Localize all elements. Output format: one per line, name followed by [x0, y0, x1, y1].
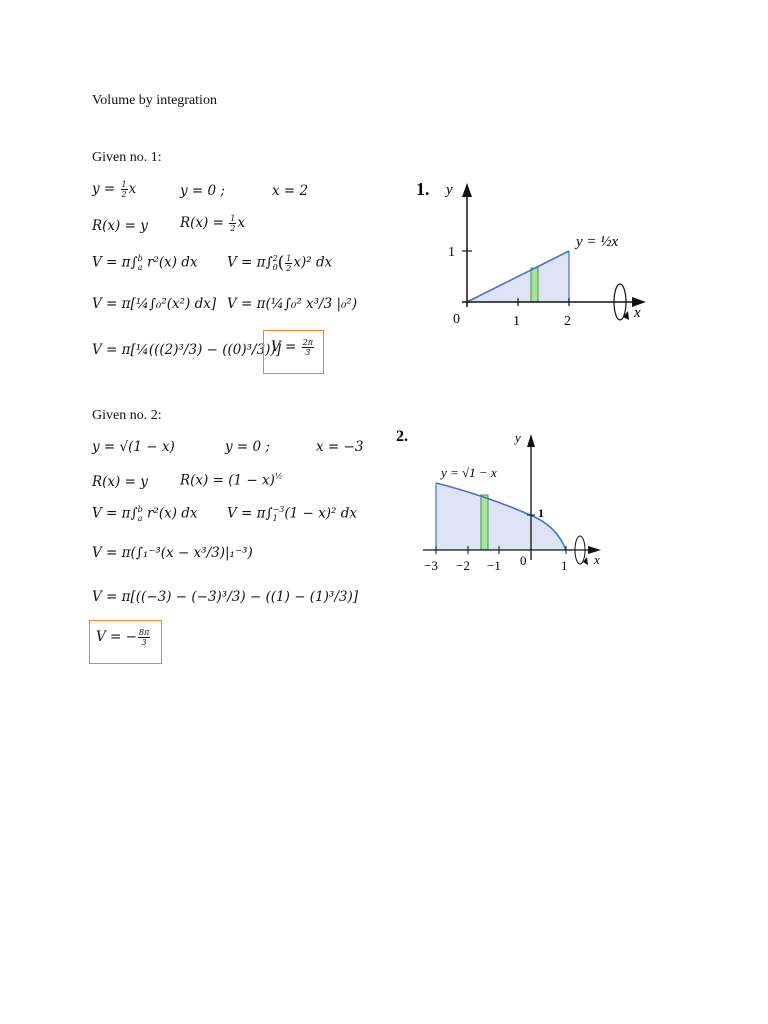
- g1-integral-step: V = π[¼∫₀²(x²) dx]: [92, 296, 217, 312]
- g1-radius-value: R(x) = $\frac{1}{2}$ x: [180, 214, 245, 233]
- figure-1-x-axis-label: x: [634, 305, 641, 321]
- figure-1-label: 1.: [416, 179, 430, 199]
- g1-equation-y: y = $\frac{1}{2}$ x: [92, 180, 137, 199]
- g2-radius-def: R(x) = y: [92, 474, 148, 490]
- figure-1-tick-label-0: 0: [453, 312, 460, 327]
- g2-radius-value: $R(x) = (1 - x)^{\frac{1}{2}}$: [180, 472, 283, 489]
- figure-2-x-axis-label: x: [594, 552, 600, 567]
- figure-2-label: 2.: [396, 428, 408, 445]
- given-2-heading: Given no. 2:: [92, 408, 162, 423]
- figure-2-region: [436, 483, 566, 550]
- document-title: Volume by integration: [92, 93, 217, 108]
- g2-equation-x: x = −3: [316, 439, 364, 455]
- g2-answer: V = − $\frac{8\pi}{3}$: [96, 628, 150, 647]
- g2-volume-substituted: V = π∫ −3 1 (1 − x)² dx: [227, 505, 357, 523]
- figure-2-graph: [393, 425, 613, 585]
- g1-volume-formula: V = π∫ b a r²(x) dx: [92, 254, 198, 272]
- figure-2-y-axis-label: y: [515, 430, 521, 445]
- figure-1-y-arrow: [462, 183, 472, 197]
- given-1-heading: Given no. 1:: [92, 150, 162, 165]
- figure-1-tick-label-y1: 1: [448, 245, 455, 260]
- figure-2-tick-label-1: 1: [561, 558, 568, 573]
- figure-1-y-axis-label: y: [446, 182, 453, 198]
- figure-2-y-arrow: [527, 434, 535, 447]
- g1-volume-substituted: V = π∫ 2 0 ( $\frac{1}{2}$ x)² dx: [227, 253, 333, 273]
- g2-evaluation-step: V = π[((−3) − (−3)³/3) − ((1) − (1)³/3)]: [92, 589, 359, 605]
- g2-volume-formula: V = π∫ b a r²(x) dx: [92, 505, 198, 523]
- g1-evaluation-step: V = π[¼(((2)³/3) − ((0)³/3))]: [92, 342, 281, 358]
- figure-2-curve-label: y = √1 − x: [441, 465, 497, 480]
- figure-1-strip: [531, 268, 538, 302]
- figure-2-strip: [481, 495, 488, 550]
- g2-equation-y: y = √(1 − x): [92, 439, 175, 455]
- figure-2-tick-label-m3: −3: [424, 558, 438, 573]
- figure-2-tick-label-y1: 1: [538, 506, 544, 520]
- g1-radius-def: R(x) = y: [92, 218, 148, 234]
- figure-1-graph: [410, 175, 660, 345]
- figure-2-tick-label-0: 0: [520, 553, 527, 568]
- figure-2-tick-label-m2: −2: [456, 558, 470, 573]
- figure-1-curve-label: y = ½x: [576, 234, 619, 250]
- g2-antiderivative-step: V = π(∫₁⁻³(x − x³/3)|₁⁻³): [92, 545, 253, 561]
- g1-equation-x: x = 2: [272, 183, 309, 199]
- g1-equation-y0: y = 0 ;: [180, 183, 225, 199]
- figure-2-tick-label-m1: −1: [487, 558, 501, 573]
- g1-antiderivative-step: V = π(¼∫₀² x³/3 |₀²): [227, 296, 358, 312]
- figure-1-tick-label-1: 1: [513, 314, 520, 329]
- g2-equation-y0: y = 0 ;: [225, 439, 270, 455]
- figure-1-tick-label-2: 2: [564, 314, 571, 329]
- g1-answer: V = $\frac{2\pi}{3}$: [271, 338, 314, 357]
